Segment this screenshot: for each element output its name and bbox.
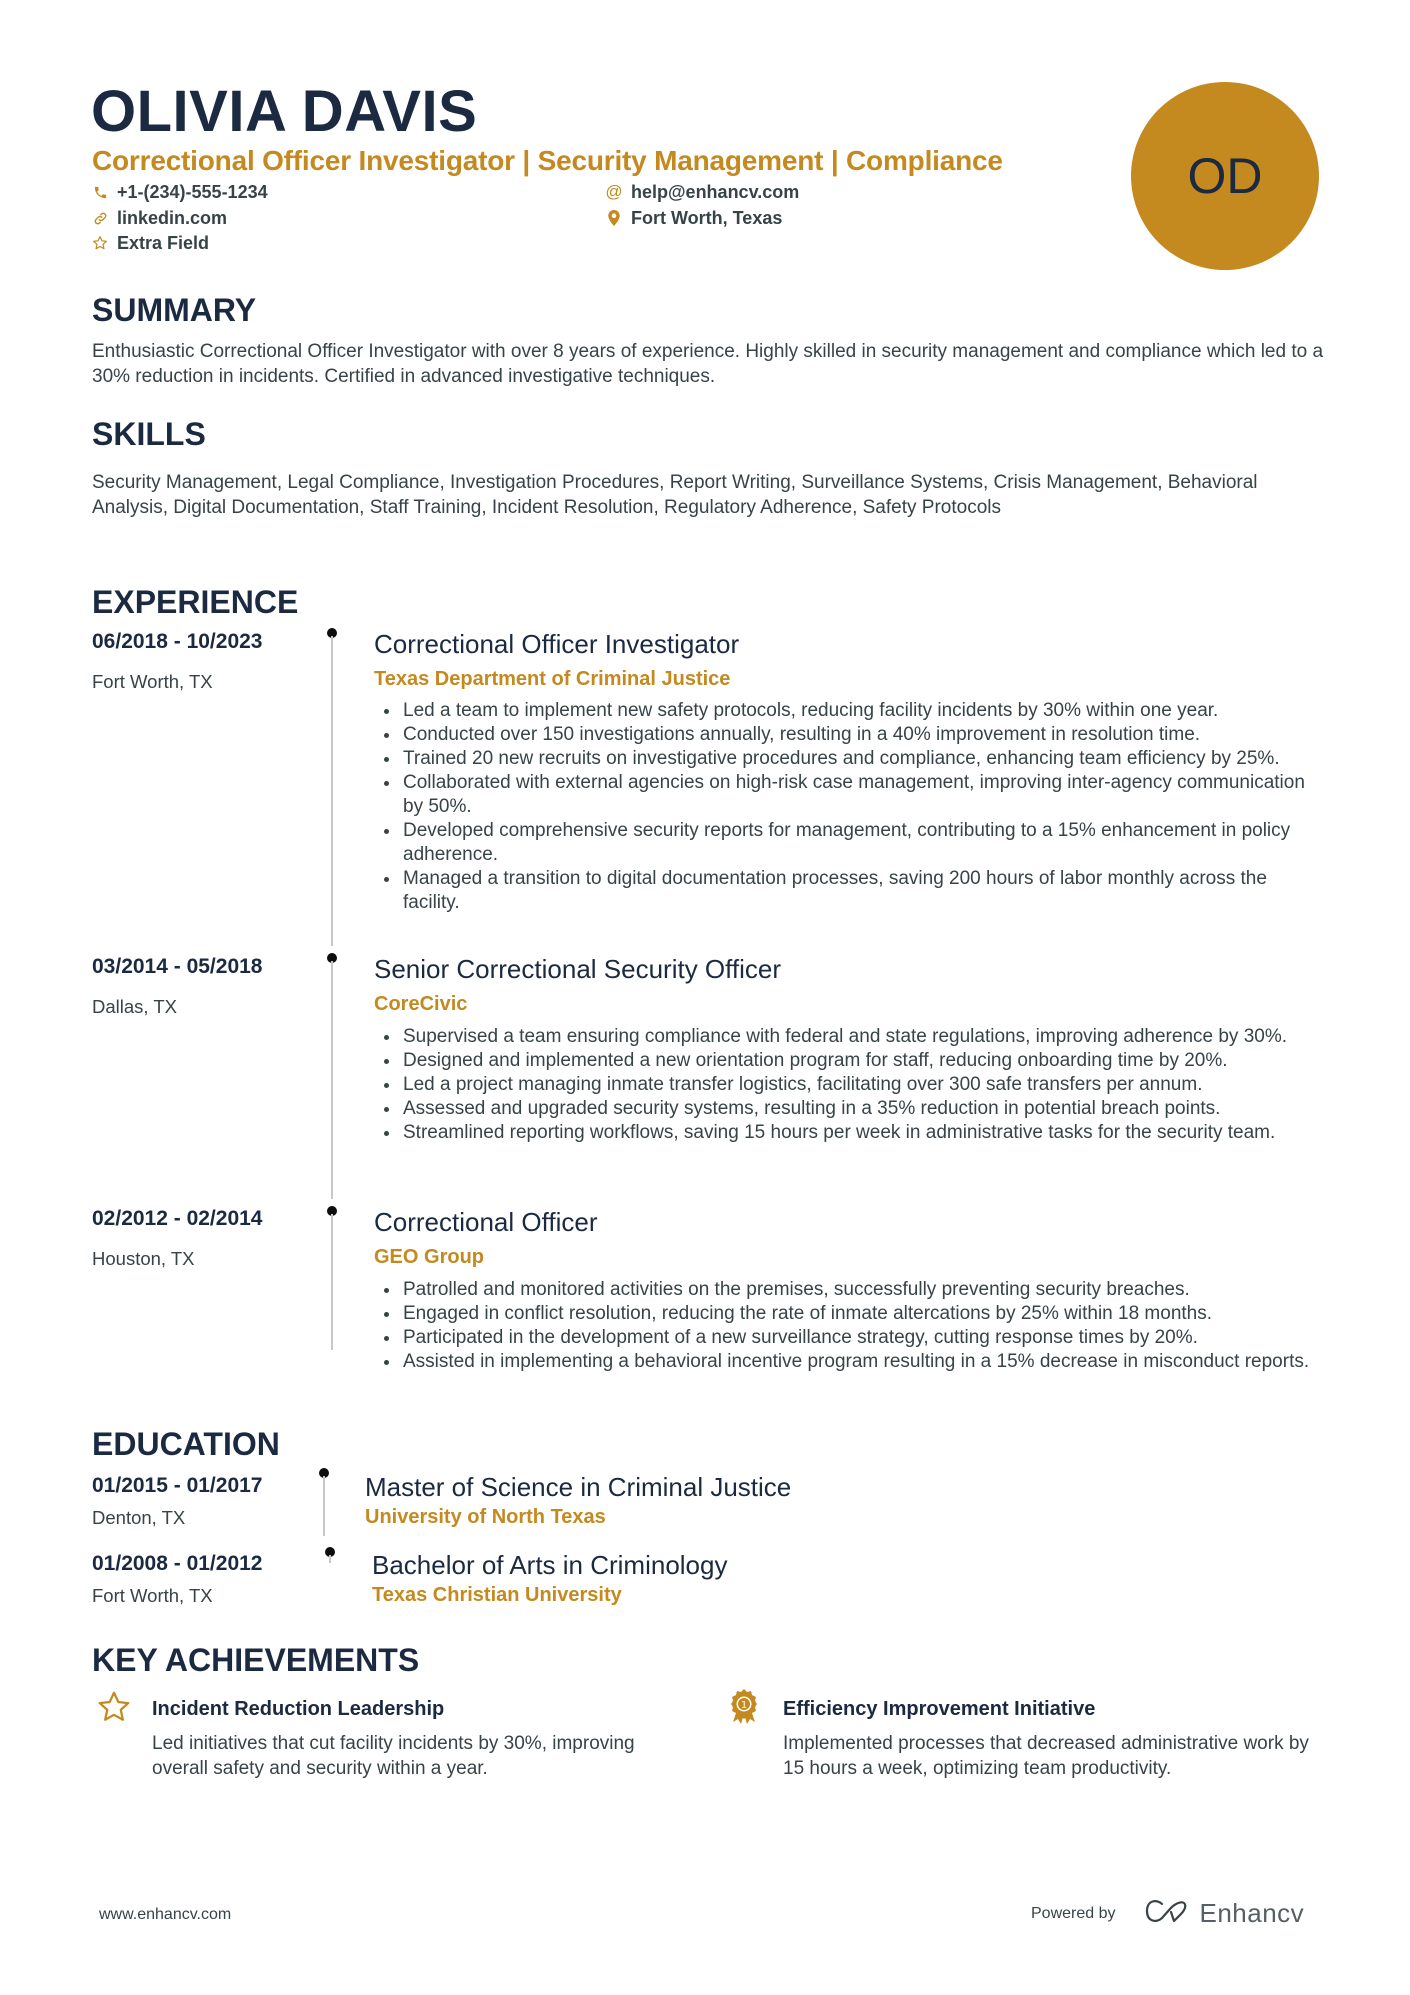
svg-text:1: 1 — [740, 1700, 748, 1711]
timeline-line — [329, 1555, 331, 1563]
footer-branding — [1031, 1898, 1304, 1929]
bullet-item: Developed comprehensive security reports for management, contributing to a 15% enhancement in policy adherence. — [374, 819, 1314, 867]
enhancv-logo-icon — [1144, 1898, 1190, 1929]
contact-phone — [92, 180, 268, 204]
bullet-item: Managed a transition to digital documentation processes, saving 200 hours of labor monthly across the facility. — [374, 867, 1314, 915]
powered-by-label: Powered by — [1031, 1904, 1116, 1922]
job-bullets — [374, 1278, 1314, 1374]
experience-heading: EXPERIENCE — [92, 584, 299, 620]
edu-school: University of North Texas — [365, 1506, 606, 1528]
contact-linkedin — [92, 206, 227, 230]
job-company: Texas Department of Criminal Justice — [374, 668, 731, 690]
job-bullets — [374, 1025, 1314, 1145]
job-role: Correctional Officer Investigator — [374, 629, 740, 659]
medal-icon — [728, 1688, 760, 1726]
timeline-line — [331, 1214, 333, 1350]
bullet-item: Engaged in conflict resolution, reducing the rate of inmate altercations by 25% within 18 months. — [374, 1302, 1314, 1326]
edu-degree: Master of Science in Criminal Justice — [365, 1472, 792, 1502]
avatar-initials: OD — [1187, 148, 1263, 204]
job-dates: 02/2012 - 02/2014 — [92, 1207, 263, 1230]
linkedin-value[interactable]: linkedin.com — [117, 208, 228, 228]
summary-heading: SUMMARY — [92, 292, 257, 328]
achievements-heading: KEY ACHIEVEMENTS — [92, 1642, 420, 1678]
contact-location — [606, 206, 782, 230]
job-company: GEO Group — [374, 1246, 484, 1268]
avatar — [1131, 82, 1319, 270]
edu-location: Fort Worth, TX — [92, 1585, 213, 1606]
edu-dates: 01/2015 - 01/2017 — [92, 1474, 263, 1497]
map-pin-icon — [606, 210, 622, 226]
bullet-item: Conducted over 150 investigations annually, resulting in a 40% improvement in resolution time. — [374, 723, 1314, 747]
job-dates: 06/2018 - 10/2023 — [92, 630, 263, 653]
timeline-line — [331, 636, 333, 946]
job-location: Fort Worth, TX — [92, 671, 213, 692]
skills-heading: SKILLS — [92, 416, 206, 452]
bullet-item: Led a team to implement new safety protocols, reducing facility incidents by 30% within one year. — [374, 699, 1314, 723]
job-role: Correctional Officer — [374, 1207, 598, 1237]
edu-school: Texas Christian University — [372, 1584, 622, 1606]
achievement-description: Led initiatives that cut facility incidents by 30%, improving overall safety and security within a year. — [152, 1733, 635, 1779]
bullet-item: Participated in the development of a new surveillance strategy, cutting response times by 20%. — [374, 1326, 1314, 1350]
edu-location: Denton, TX — [92, 1507, 186, 1528]
edu-dates: 01/2008 - 01/2012 — [92, 1552, 263, 1575]
bullet-item: Led a project managing inmate transfer logistics, facilitating over 300 safe transfers per annum. — [374, 1073, 1314, 1097]
skills-text: Security Management, Legal Compliance, Investigation Procedures, Report Writing, Surveillance Systems, Crisis Management, Behavioral Analysis, Digital Documentation, Staff Training, Incident Resolution, Regulatory Adherence, Safety Protocols — [92, 472, 1258, 518]
job-role: Senior Correctional Security Officer — [374, 954, 782, 984]
bullet-item: Designed and implemented a new orientation program for staff, reducing onboarding time by 20%. — [374, 1049, 1314, 1073]
brand-name: Enhancv — [1199, 1898, 1305, 1928]
phone-value: +1-(234)-555-1234 — [117, 182, 268, 202]
email-value: help@enhancv.com — [631, 182, 800, 202]
footer-website[interactable]: www.enhancv.com — [99, 1906, 232, 1923]
achievement-title: Incident Reduction Leadership — [152, 1698, 445, 1720]
job-dates: 03/2014 - 05/2018 — [92, 955, 263, 978]
bullet-item: Streamlined reporting workflows, saving 15 hours per week in administrative tasks for the security team. — [374, 1121, 1314, 1145]
bullet-item: Trained 20 new recruits on investigative procedures and compliance, enhancing team efficiency by 25%. — [374, 747, 1314, 771]
job-location: Houston, TX — [92, 1248, 195, 1269]
timeline-line — [323, 1476, 325, 1536]
contact-email — [606, 180, 799, 204]
job-bullets — [374, 699, 1314, 915]
candidate-title: Correctional Officer Investigator | Security Management | Compliance — [92, 145, 1003, 176]
candidate-name: OLIVIA DAVIS — [91, 79, 478, 144]
job-company: CoreCivic — [374, 993, 468, 1015]
bullet-item: Patrolled and monitored activities on the premises, successfully preventing security breaches. — [374, 1278, 1314, 1302]
contact-extra — [92, 231, 209, 255]
timeline-line — [331, 961, 333, 1199]
at-icon: @ — [605, 182, 623, 201]
phone-icon — [92, 184, 108, 200]
achievement-description: Implemented processes that decreased administrative work by 15 hours a week, optimizing team productivity. — [783, 1733, 1309, 1779]
bullet-item: Assisted in implementing a behavioral incentive program resulting in a 15% decrease in misconduct reports. — [374, 1350, 1314, 1374]
education-heading: EDUCATION — [92, 1426, 280, 1462]
star-icon — [96, 1689, 132, 1725]
summary-text: Enthusiastic Correctional Officer Investigator with over 8 years of experience. Highly skilled in security management and compliance which led to a 30% reduction in incidents. Certified in advanced investigative techniques. — [92, 341, 1324, 387]
star-icon — [92, 235, 108, 251]
achievement-title: Efficiency Improvement Initiative — [783, 1698, 1096, 1720]
bullet-item: Assessed and upgraded security systems, resulting in a 35% reduction in potential breach points. — [374, 1097, 1314, 1121]
location-value: Fort Worth, Texas — [631, 208, 783, 228]
extra-value: Extra Field — [117, 233, 210, 253]
link-icon — [92, 210, 108, 226]
bullet-item: Collaborated with external agencies on high-risk case management, improving inter-agency communication by 50%. — [374, 771, 1314, 819]
job-location: Dallas, TX — [92, 996, 177, 1017]
edu-degree: Bachelor of Arts in Criminology — [372, 1550, 728, 1580]
bullet-item: Supervised a team ensuring compliance with federal and state regulations, improving adherence by 30%. — [374, 1025, 1314, 1049]
